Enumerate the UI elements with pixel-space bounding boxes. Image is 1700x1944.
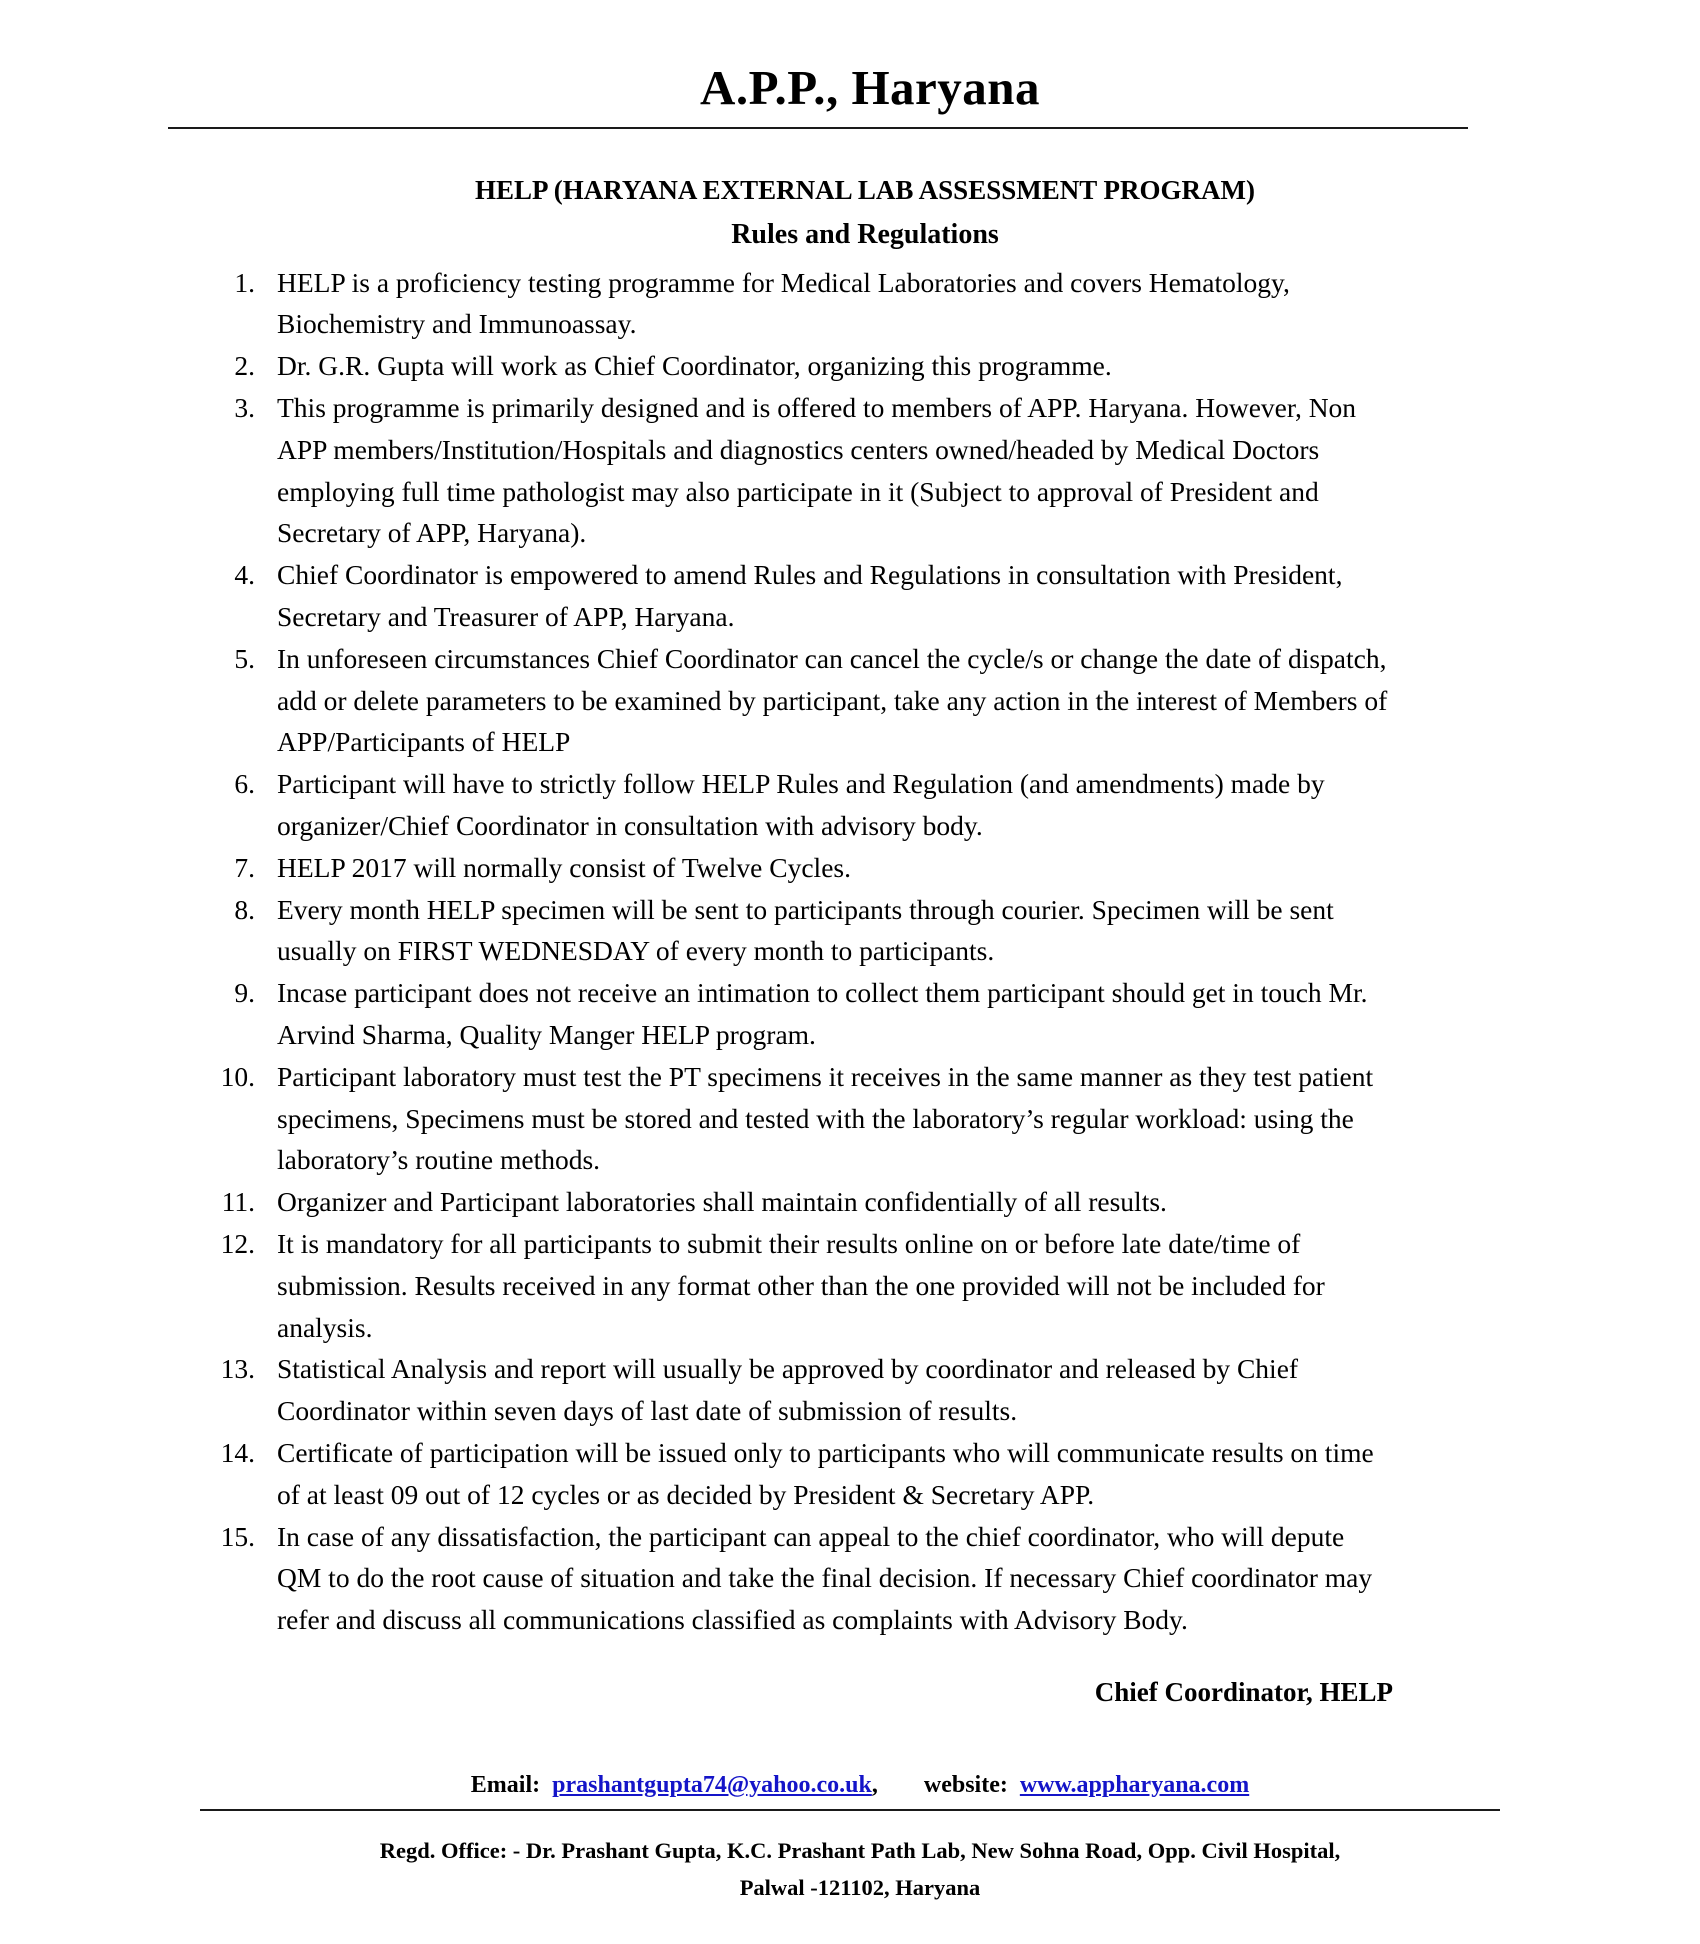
rule-number: 5. xyxy=(234,642,255,674)
rule-item xyxy=(215,638,1395,763)
rule-text: Organizer and Participant laboratories shall maintain confidentially of all results. xyxy=(277,1186,1167,1218)
rule-text: Every month HELP specimen will be sent to participants through courier. Specimen will be sent usually on FIRST WEDNESDAY of every month to participants. xyxy=(277,893,1334,967)
rule-number: 4. xyxy=(234,559,255,591)
signature-block: Chief Coordinator, HELP xyxy=(1094,1676,1393,1707)
email-label: Email: xyxy=(470,1772,541,1799)
rule-item xyxy=(215,1056,1395,1181)
rule-item xyxy=(215,554,1395,638)
rule-item xyxy=(215,972,1395,1056)
document-header xyxy=(0,0,1700,129)
rules-list xyxy=(215,262,1395,1641)
rule-number: 14. xyxy=(220,1436,255,1468)
rule-text: Participant laboratory must test the PT specimens it receives in the same manner as they test patient specimens, Specimens must be stored and tested with the laboratory’s regular workload: using the laboratory’s routine methods. xyxy=(277,1060,1374,1176)
email-link[interactable]: prashantgupta74@yahoo.co.uk xyxy=(552,1772,872,1799)
subtitle-heading: Rules and Regulations xyxy=(731,218,999,250)
rule-text: It is mandatory for all participants to submit their results online on or before late date/time of submission. Results received in any format other than the one provided will not be included for analysis. xyxy=(277,1228,1325,1343)
document-footer xyxy=(0,1772,1700,1906)
rule-item xyxy=(215,1432,1395,1516)
rule-number: 6. xyxy=(234,768,255,800)
rule-number: 3. xyxy=(234,392,255,424)
rule-number: 1. xyxy=(234,266,255,298)
rule-text: HELP 2017 will normally consist of Twelve Cycles. xyxy=(277,851,851,883)
rule-number: 12. xyxy=(220,1228,255,1259)
rule-item xyxy=(215,1516,1395,1641)
rule-number: 8. xyxy=(234,893,255,925)
rule-text: Dr. G.R. Gupta will work as Chief Coordinator, organizing this programme. xyxy=(277,350,1112,382)
address-line-1: Regd. Office: - Dr. Prashant Gupta, K.C. Prashant Path Lab, New Sohna Road, Opp. Civil Hospital, xyxy=(379,1838,1341,1864)
footer-contact-line xyxy=(0,1772,1700,1799)
rule-item xyxy=(215,262,1395,346)
rule-text: Incase participant does not receive an intimation to collect them participant should get in touch Mr. Arvind Sharma, Quality Manger HELP program. xyxy=(277,977,1368,1051)
program-heading: HELP (HARYANA EXTERNAL LAB ASSESSMENT PROGRAM) xyxy=(475,175,1255,206)
rule-text: In case of any dissatisfaction, the participant can appeal to the chief coordinator, who will depute QM to do the root cause of situation and take the final decision. If necessary Chief coordinator may refer and discuss all communications classified as complaints with Advisory Body. xyxy=(277,1520,1373,1636)
rule-number: 13. xyxy=(220,1353,255,1385)
rule-text: Participant will have to strictly follow HELP Rules and Regulation (and amendments) made by organizer/Chief Coordinator in consultation with advisory body. xyxy=(277,768,1325,842)
rule-item xyxy=(215,1223,1395,1348)
rule-number: 10. xyxy=(220,1060,255,1092)
rule-text: HELP is a proficiency testing programme for Medical Laboratories and covers Hematology, Biochemistry and Immunoassay. xyxy=(277,266,1290,340)
rule-text: In unforeseen circumstances Chief Coordinator can cancel the cycle/s or change the date of dispatch, add or delete parameters to be examined by participant, take any action in the interest of Members of APP/Participants of HELP xyxy=(277,642,1388,758)
registered-office-address xyxy=(0,1811,1700,1906)
rule-text: Certificate of participation will be issued only to participants who will communicate results on time of at least 09 out of 12 cycles or as decided by President & Secretary APP. xyxy=(277,1436,1374,1510)
rule-text: Statistical Analysis and report will usually be approved by coordinator and released by Chief Coordinator within seven days of last date of submission of results. xyxy=(277,1353,1299,1427)
rule-number: 9. xyxy=(234,977,255,1009)
rule-number: 11. xyxy=(221,1186,255,1218)
email-comma: , xyxy=(871,1772,878,1799)
page-title: A.P.P., Haryana xyxy=(699,60,1041,115)
rule-item xyxy=(215,345,1395,387)
rule-item xyxy=(215,1348,1395,1432)
rule-item xyxy=(215,387,1395,554)
rule-item xyxy=(215,847,1395,889)
rule-text: Chief Coordinator is empowered to amend Rules and Regulations in consultation with President, Secretary and Treasurer of APP, Haryana. xyxy=(277,559,1343,633)
rule-number: 15. xyxy=(220,1520,255,1552)
rule-number: 7. xyxy=(234,851,255,883)
website-label: website: xyxy=(923,1772,1008,1799)
rule-item xyxy=(215,1181,1395,1223)
website-link[interactable]: www.appharyana.com xyxy=(1019,1772,1250,1799)
address-line-2: Palwal -121102, Haryana xyxy=(739,1874,981,1900)
rule-number: 2. xyxy=(234,350,255,382)
rule-text: This programme is primarily designed and is offered to members of APP. Haryana. However, Non APP members/Institution/Hospitals and diagnostics centers owned/headed by Medical Doctors employing full time pathologist may also participate in it (Subject to approval of President and Secretary of APP, Haryana). xyxy=(277,392,1357,549)
rule-item xyxy=(215,763,1395,847)
rule-item xyxy=(215,889,1395,973)
